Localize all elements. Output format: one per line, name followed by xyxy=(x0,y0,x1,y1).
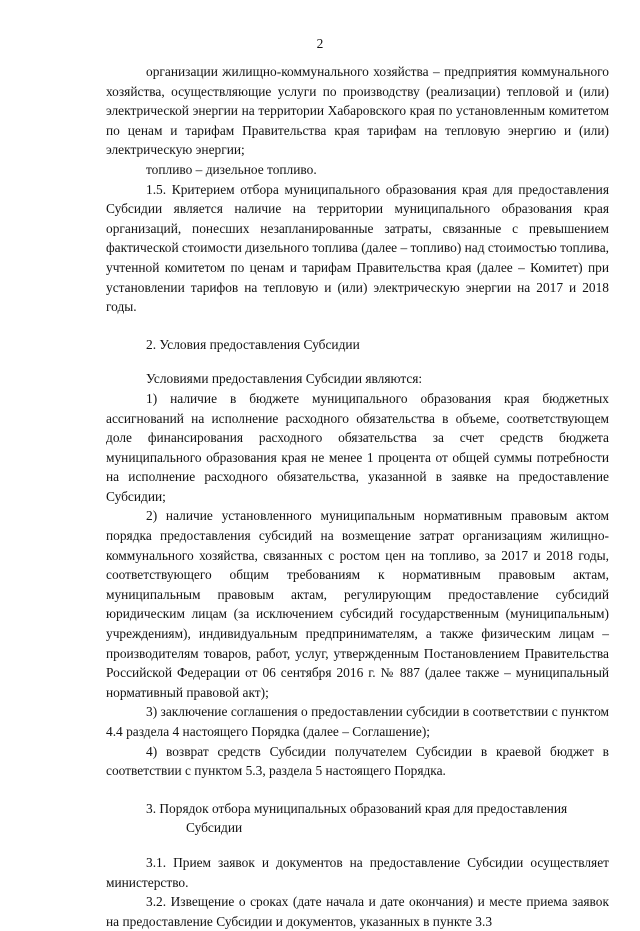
paragraph-conditions-intro: Условиями предоставления Субсидии являются: xyxy=(146,371,423,387)
paragraph-1-5: 1.5. Критерием отбора муниципального образования края для предоставления Субсидии является наличие на территории муниципального образования края организаций, понесших незапланированные затраты, связанные с превышением фактической стоимости дизельного топлива (далее – топливо) над стоимостью топлива, учтенной комитетом по ценам и тарифам Правительства края (далее – Комитет) при установлении тарифов на тепловую и (или) электрическую энергии на 2017 и 2018 годы. xyxy=(106,181,609,315)
section-3-heading-line1: 3. Порядок отбора муниципальных образований края для предоставления xyxy=(146,800,568,816)
paragraph-3-2: 3.2. Извещение о сроках (дате начала и дате окончания) и месте приема заявок на предоставление Субсидии и документов, указанных в пункте 3.3 xyxy=(106,894,609,929)
page-number: 2 xyxy=(316,36,324,51)
section-3-heading xyxy=(106,799,609,838)
paragraph-condition-4: 4) возврат средств Субсидии получателем Субсидии в краевой бюджет в соответствии с пунктом 5.3, раздела 5 настоящего Порядка. xyxy=(106,743,609,779)
paragraph-condition-3: 3) заключение соглашения о предоставлении субсидии в соответствии с пунктом 4.4 раздела 4 настоящего Порядка (далее – Соглашение); xyxy=(106,704,609,739)
paragraph-condition-1: 1) наличие в бюджете муниципального образования края бюджетных ассигнований на исполнение расходного обязательства в объеме, соответствующем доле финансирования расходного обязательства за счет средств бюджета муниципального образования края не менее 1 процента от общей суммы потребности на исполнение расходного обязательства, указанной в заявке на предоставление Субсидии; xyxy=(106,390,609,504)
paragraph-definition-fuel: топливо – дизельное топливо. xyxy=(146,161,317,177)
section-3-heading-line2: Субсидии xyxy=(186,820,243,836)
document-body xyxy=(106,62,609,931)
paragraph-3-1: 3.1. Прием заявок и документов на предоставление Субсидии осуществляет министерство. xyxy=(106,854,609,890)
paragraph-definition-organizations: организации жилищно-коммунального хозяйства – предприятия коммунального хозяйства, осуществляющие услуги по производству (реализации) тепловой и (или) электрической энергии на территории Хабаровского края по установленным комитетом по ценам и тарифам Правительства края тарифам на тепловую энергию и (или) электрическую энергии; xyxy=(106,64,609,158)
section-2-heading: 2. Условия предоставления Субсидии xyxy=(146,336,360,352)
paragraph-condition-2: 2) наличие установленного муниципальным нормативным правовым актом порядка предоставления субсидий на возмещение затрат организациям жилищно-коммунального хозяйства, связанных с ростом цен на топливо, за 2017 и 2018 годы, соответствующего общим требованиям к нормативным правовым актам, муниципальным правовым актам, регулирующим предоставление субсидий юридическим лицам (за исключением субсидий государственным (муниципальным) учреждениям), индивидуальным предпринимателям, а также физическим лицам – производителям товаров, работ, услуг, утвержденным Постановлением Правительства Российской Федерации от 06 сентября 2016 г. № 887 (далее также – муниципальный нормативный правовой акт); xyxy=(106,508,609,700)
